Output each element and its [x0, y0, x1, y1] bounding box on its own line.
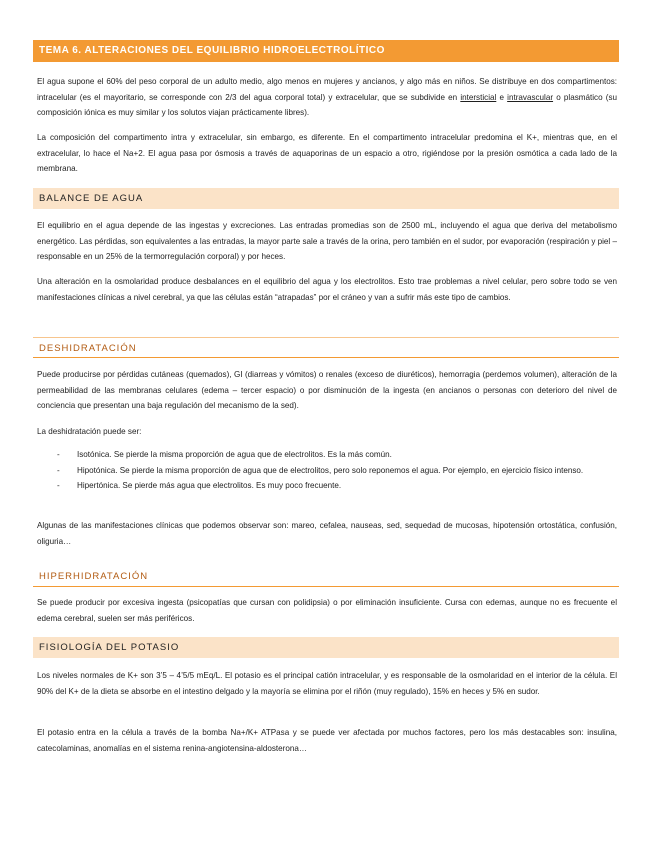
water-balance-paragraph-1: El equilibrio en el agua depende de las ingestas y excreciones. Las entradas promedias son de 2500 mL, incluyendo el agua que deriva del metabolismo energético. Las pérdidas, son equivalentes a las entradas, la mayor parte sale a través de la orina, pero también en el sudor, por evaporación (respiración y piel – responsable en un 25% de la termorregulación corporal) y por heces.	[37, 221, 617, 261]
list-item	[37, 463, 617, 479]
potassium-paragraph-1: Los niveles normales de K+ son 3’5 – 4’5/5 mEq/L. El potasio es el principal catión intracelular, y es responsable de la osmolaridad en el interior de la célula. El 90% del K+ de la dieta se absorbe en el intestino delgado y la mayoría se elimina por el riñón (muy regulado), 15% en heces y 5% en sudor.	[37, 671, 617, 696]
potassium-paragraph-2: El potasio entra en la célula a través de la bomba Na+/K+ ATPasa y se puede ver afectada por muchos factores, pero los más destacables son: insulina, catecolaminas, anomalías en el sistema renina-angiotensina-aldosterona…	[37, 728, 617, 753]
dehydration-paragraph-2: La deshidratación puede ser:	[37, 427, 142, 436]
dehydration-types-list	[37, 447, 617, 494]
bullet-marker: -	[57, 465, 60, 475]
overhydration-paragraph-1: Se puede producir por excesiva ingesta (psicopatías que cursan con polidipsia) o por eliminación insuficiente. Cursa con edemas, aunque no es frecuente el edema cerebral, suelen ser más periféricos.	[37, 598, 617, 623]
bullet-marker: -	[57, 450, 60, 459]
list-item-text: Isotónica. Se pierde la misma proporción de agua que de electrolitos. Es la más común.	[77, 450, 392, 459]
section-heading-potassium: FISIOLOGÍA DEL POTASIO	[33, 637, 619, 658]
intro-paragraph-1	[37, 74, 617, 121]
intro-text-start: El agua supone el 60% del peso corporal de un adulto medio, algo menos en mujeres y ancianos, y algo más en niños. Se distribuye en dos compartimentos: intracelular (es el mayoritario, se corresponde con 2/3 del agua corporal total) y extracelular, que se subdivide en	[37, 77, 617, 102]
section-heading-overhydration: HIPERHIDRATACIÓN	[33, 566, 619, 587]
intro-paragraph-2: La composición del compartimento intra y extracelular, sin embargo, es diferente. En el compartimento intracelular predomina el K+, mientras que, en el extracelular, lo hace el Na+2. El agua pasa por ósmosis a través de aquaporinas de un espacio a otro, rigiéndose por la presión osmótica a cada lado de la membrana.	[37, 133, 617, 173]
term-interstitial: intersticial	[460, 92, 497, 102]
water-balance-paragraph-2: Una alteración en la osmolaridad produce desbalances en el equilibrio del agua y los electrolitos. Esto trae problemas a nivel celular, pero sobre todo se ven manifestaciones clínicas a nivel cerebral, ya que las células están “atrapadas” por el cráneo y van a sufrir más este tipo de cambios.	[37, 277, 617, 302]
term-intravascular: intravascular	[507, 92, 554, 102]
section-heading-water-balance: BALANCE DE AGUA	[33, 188, 619, 209]
page-title: TEMA 6. ALTERACIONES DEL EQUILIBRIO HIDROELECTROLÍTICO	[33, 40, 619, 62]
section-heading-dehydration: DESHIDRATACIÓN	[33, 337, 619, 358]
intro-text-end: o plasmático (su composición iónica es muy similar y los solutos viajan prácticamente libres).	[37, 92, 617, 117]
intro-text-and: e	[496, 92, 508, 102]
list-item	[37, 478, 617, 494]
list-item-text: Hipotónica. Se pierde la misma proporción de agua que de electrolitos, pero solo reponemos el agua. Por ejemplo, en ejercicio físico intenso.	[77, 465, 584, 475]
list-item	[37, 447, 617, 463]
bullet-marker: -	[57, 481, 60, 490]
dehydration-paragraph-3: Algunas de las manifestaciones clínicas que podemos observar son: mareo, cefalea, nauseas, sed, sequedad de mucosas, hipotensión ortostática, confusión, oliguria…	[37, 521, 617, 546]
dehydration-paragraph-1: Puede producirse por pérdidas cutáneas (quemados), GI (diarreas y vómitos) o renales (exceso de diuréticos), hemorragia (perdemos volumen), alteración de la permeabilidad de las membranas celulares (edema – tercer espacio) o por disminución de la ingesta (en ancianos o personas con deterioro del nivel de conciencia que presentan una baja regulación del mecanismo de la sed).	[37, 370, 617, 410]
list-item-text: Hipertónica. Se pierde más agua que electrolitos. Es muy poco frecuente.	[77, 481, 342, 490]
